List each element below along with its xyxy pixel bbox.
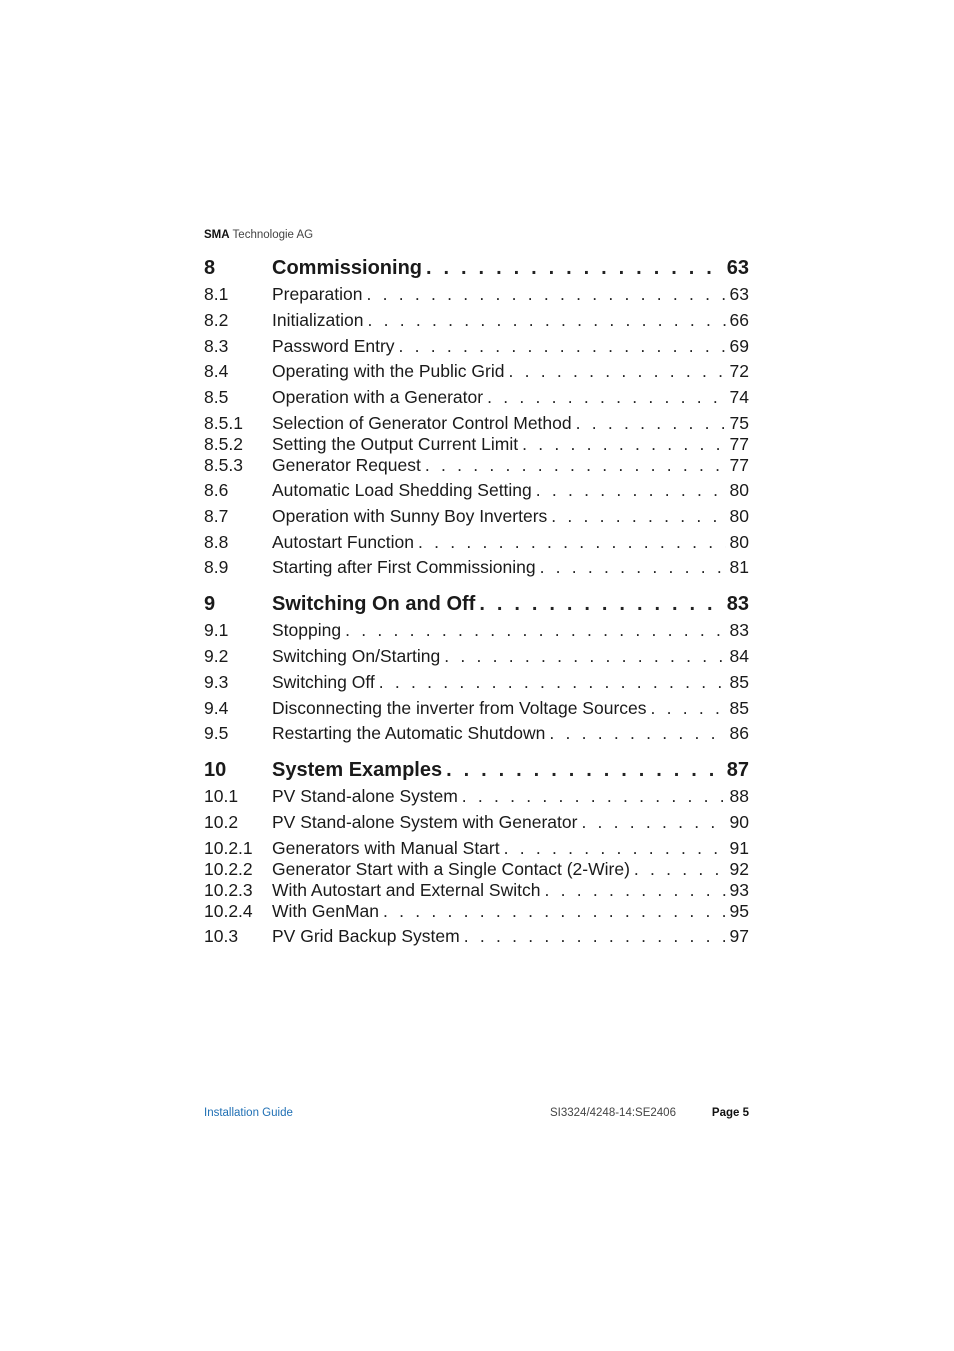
toc-entry-section[interactable] xyxy=(204,480,749,506)
toc-leader-dots xyxy=(576,413,726,434)
toc-entry-sub[interactable] xyxy=(204,455,749,476)
toc-entry-sub[interactable] xyxy=(204,859,749,880)
toc-leader-dots xyxy=(549,723,725,744)
toc-number: 10.3 xyxy=(204,925,239,946)
toc-number: 8.1 xyxy=(204,284,229,304)
toc-number: 10.1 xyxy=(204,786,239,807)
toc-leader-dots xyxy=(462,786,726,807)
toc-title: Switching On/Starting xyxy=(272,646,444,667)
toc-title: Starting after First Commissioning xyxy=(272,557,540,578)
toc-title: With GenMan xyxy=(272,901,383,922)
toc-leader-dots xyxy=(504,838,726,859)
toc-entry-section[interactable] xyxy=(204,361,749,387)
toc-number: 8.5.1 xyxy=(204,412,243,433)
toc-page-number: 74 xyxy=(726,387,749,408)
toc-entry-section[interactable] xyxy=(204,336,749,362)
toc-entry-section[interactable] xyxy=(204,506,749,532)
toc-leader-dots xyxy=(379,672,726,693)
toc-leader-dots xyxy=(522,434,725,455)
toc-page-number: 75 xyxy=(726,413,749,434)
toc-leader-dots xyxy=(399,336,726,357)
toc-number: 9.3 xyxy=(204,671,229,692)
toc-entry-section[interactable] xyxy=(204,620,749,646)
toc-page-number: 80 xyxy=(726,532,749,553)
toc-entry-sub[interactable] xyxy=(204,413,749,434)
toc-title: PV Stand-alone System xyxy=(272,786,462,807)
toc-entry-section[interactable] xyxy=(204,310,749,336)
toc-page-number: 63 xyxy=(726,284,749,305)
toc-entry-chapter[interactable] xyxy=(204,257,749,284)
toc-number: 10.2.1 xyxy=(204,837,253,858)
toc-leader-dots xyxy=(366,284,725,305)
toc-number: 10.2.2 xyxy=(204,858,253,879)
toc-page-number: 88 xyxy=(726,786,749,807)
toc-title: System Examples xyxy=(272,759,446,782)
toc-page-number: 66 xyxy=(726,310,749,331)
toc-entry-section[interactable] xyxy=(204,812,749,838)
toc-leader-dots xyxy=(581,812,725,833)
toc-title: Generator Request xyxy=(272,455,425,476)
toc-page-number: 90 xyxy=(726,812,749,833)
toc-leader-dots xyxy=(551,506,725,527)
toc-page-number: 95 xyxy=(726,901,749,922)
toc-number: 9.4 xyxy=(204,697,229,718)
toc-page-number: 85 xyxy=(726,672,749,693)
toc-leader-dots xyxy=(487,387,725,408)
toc-number: 8.7 xyxy=(204,505,229,526)
toc-number: 8.6 xyxy=(204,479,229,500)
toc-leader-dots xyxy=(446,759,723,782)
toc-leader-dots xyxy=(508,361,725,382)
running-header xyxy=(204,229,313,241)
toc-title: Setting the Output Current Limit xyxy=(272,434,522,455)
toc-page-number: 77 xyxy=(726,455,749,476)
toc-number: 8.5 xyxy=(204,387,229,408)
toc-entry-sub[interactable] xyxy=(204,434,749,455)
toc-title: Switching Off xyxy=(272,672,379,693)
toc-page-number: 83 xyxy=(726,620,749,641)
toc-page-number: 86 xyxy=(726,723,749,744)
toc-page-number: 87 xyxy=(723,759,749,782)
toc-title: Restarting the Automatic Shutdown xyxy=(272,723,549,744)
toc-entry-sub[interactable] xyxy=(204,880,749,901)
toc-entry-section[interactable] xyxy=(204,557,749,583)
toc-title: Automatic Load Shedding Setting xyxy=(272,480,536,501)
toc-title: Operation with a Generator xyxy=(272,387,487,408)
toc-page-number: 80 xyxy=(726,480,749,501)
toc-page-number: 85 xyxy=(726,698,749,719)
toc-number: 9.5 xyxy=(204,723,229,744)
toc-page-number: 81 xyxy=(726,557,749,578)
toc-leader-dots xyxy=(425,455,726,476)
toc-entry-sub[interactable] xyxy=(204,838,749,859)
toc-number: 9 xyxy=(204,593,216,616)
toc-title: Disconnecting the inverter from Voltage Sources xyxy=(272,698,651,719)
toc-title: Stopping xyxy=(272,620,345,641)
toc-entry-section[interactable] xyxy=(204,786,749,812)
toc-page-number: 72 xyxy=(726,361,749,382)
toc-number: 9.2 xyxy=(204,645,229,666)
toc-entry-sub[interactable] xyxy=(204,901,749,922)
toc-number: 10 xyxy=(204,759,227,782)
toc-leader-dots xyxy=(383,901,726,922)
company-name: Technologie AG xyxy=(229,229,314,241)
toc-number: 9.1 xyxy=(204,620,229,641)
toc-title: Generators with Manual Start xyxy=(272,838,504,859)
toc-title: Commissioning xyxy=(272,257,426,280)
toc-entry-section[interactable] xyxy=(204,284,749,310)
toc-title: PV Grid Backup System xyxy=(272,926,464,947)
toc-title: Preparation xyxy=(272,284,366,305)
document-title: Installation Guide xyxy=(204,1107,293,1119)
toc-leader-dots xyxy=(479,593,722,616)
toc-number: 8.5.3 xyxy=(204,454,243,475)
toc-leader-dots xyxy=(536,480,726,501)
toc-number: 10.2 xyxy=(204,811,239,832)
toc-leader-dots xyxy=(444,646,725,667)
toc-leader-dots xyxy=(634,859,726,880)
toc-number: 10.2.4 xyxy=(204,900,253,921)
toc-entry-section[interactable] xyxy=(204,646,749,672)
toc-page-number: 93 xyxy=(726,880,749,901)
toc-leader-dots xyxy=(345,620,725,641)
toc-page-number: 83 xyxy=(723,593,749,616)
toc-page-number: 69 xyxy=(726,336,749,357)
toc-number: 8.4 xyxy=(204,361,229,382)
toc-entry-section[interactable] xyxy=(204,532,749,558)
toc-title: Generator Start with a Single Contact (2-Wire) xyxy=(272,859,634,880)
toc-entry-section[interactable] xyxy=(204,698,749,724)
toc-title: With Autostart and External Switch xyxy=(272,880,544,901)
toc-page-number: 92 xyxy=(726,859,749,880)
toc-title: Password Entry xyxy=(272,336,399,357)
toc-leader-dots xyxy=(540,557,726,578)
toc-entry-chapter[interactable] xyxy=(204,759,749,786)
toc-number: 8.9 xyxy=(204,557,229,578)
toc-entry-section[interactable] xyxy=(204,926,749,952)
toc-leader-dots xyxy=(651,698,726,719)
toc-entry-section[interactable] xyxy=(204,672,749,698)
toc-page-number: 77 xyxy=(726,434,749,455)
toc-title: Operation with Sunny Boy Inverters xyxy=(272,506,551,527)
toc-entry-section[interactable] xyxy=(204,723,749,749)
toc-leader-dots xyxy=(418,532,726,553)
toc-page-number: 97 xyxy=(726,926,749,947)
toc-title: Operating with the Public Grid xyxy=(272,361,508,382)
toc-title: Initialization xyxy=(272,310,367,331)
toc-leader-dots xyxy=(367,310,725,331)
document-code: SI3324/4248-14:SE2406 xyxy=(550,1107,676,1119)
toc-number: 8.8 xyxy=(204,531,229,552)
table-of-contents xyxy=(204,257,749,952)
brand-name: SMA xyxy=(204,229,230,241)
toc-number: 8 xyxy=(204,257,216,279)
toc-page-number: 63 xyxy=(723,257,749,280)
toc-page-number: 84 xyxy=(726,646,749,667)
toc-title: Autostart Function xyxy=(272,532,418,553)
toc-leader-dots xyxy=(464,926,726,947)
toc-entry-section[interactable] xyxy=(204,387,749,413)
toc-entry-chapter[interactable] xyxy=(204,593,749,620)
toc-number: 10.2.3 xyxy=(204,879,253,900)
toc-number: 8.2 xyxy=(204,309,229,330)
toc-leader-dots xyxy=(426,257,723,280)
toc-page-number: 91 xyxy=(726,838,749,859)
toc-number: 8.3 xyxy=(204,335,229,356)
toc-page-number: 80 xyxy=(726,506,749,527)
toc-number: 8.5.2 xyxy=(204,433,243,454)
page-number: Page 5 xyxy=(711,1107,749,1119)
toc-title: Selection of Generator Control Method xyxy=(272,413,576,434)
toc-title: PV Stand-alone System with Generator xyxy=(272,812,581,833)
toc-leader-dots xyxy=(544,880,725,901)
toc-title: Switching On and Off xyxy=(272,593,479,616)
